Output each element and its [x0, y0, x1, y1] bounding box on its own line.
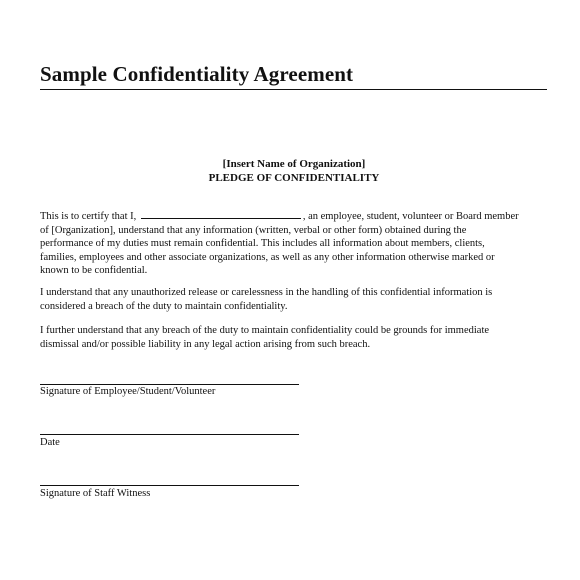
paragraph-line: known to be confidential. — [40, 265, 148, 276]
paragraph-line: I understand that any unauthorized release or carelessness in the handling of this confidential information is — [40, 287, 493, 298]
document-title: Sample Confidentiality Agreement — [40, 62, 354, 86]
paragraph-line — [40, 208, 540, 224]
paragraph-line: performance of my duties must remain confidential. This includes all information about members, clients, — [40, 238, 485, 249]
witness-signature-line[interactable] — [40, 485, 299, 486]
organization-placeholder: [Insert Name of Organization] — [222, 158, 366, 170]
certification-paragraph — [40, 208, 540, 278]
date-label: Date — [40, 437, 60, 448]
witness-signature-label: Signature of Staff Witness — [40, 488, 151, 499]
certify-text: This is to certify that I, — [40, 211, 137, 222]
pledge-heading: PLEDGE OF CONFIDENTIALITY — [208, 172, 380, 184]
release-paragraph — [40, 286, 540, 313]
paragraph-line: of [Organization], understand that any information (written, verbal or other form) obtained during the — [40, 224, 467, 236]
name-blank-field[interactable] — [141, 208, 301, 219]
role-text: , an employee, student, volunteer or Board member — [302, 211, 519, 222]
date-line[interactable] — [40, 434, 299, 435]
title-underline — [40, 89, 547, 90]
employee-signature-label: Signature of Employee/Student/Volunteer — [40, 386, 216, 397]
paragraph-line: dismissal and/or possible liability in any legal action arising from such breach. — [40, 338, 371, 350]
employee-signature-line[interactable] — [40, 384, 299, 385]
paragraph-line: families, employees and other associate organizations, as well as any other information otherwise marked or — [40, 251, 495, 263]
paragraph-line: I further understand that any breach of the duty to maintain confidentiality could be grounds for immediate — [40, 325, 490, 336]
paragraph-line: considered a breach of the duty to maintain confidentiality. — [40, 300, 288, 312]
breach-paragraph — [40, 324, 540, 351]
